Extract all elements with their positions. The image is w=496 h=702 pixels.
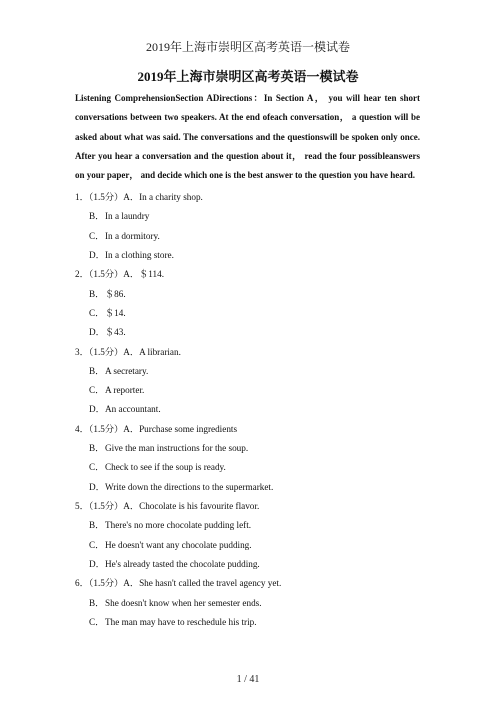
option-b [75,285,420,304]
option-a-text: A librarian. [139,346,181,357]
option-c [75,381,420,400]
option-label: D． [89,481,105,492]
option-d [75,246,420,265]
option-text: An accountant. [105,404,161,415]
option-text: ＄14. [105,307,126,318]
option-text: Write down the directions to the supermarket. [105,481,274,492]
question-prefix: 3．（1.5分）A． [75,346,140,357]
option-text: ＄86. [105,288,126,299]
option-c [75,458,420,477]
option-d [75,478,420,497]
question-prefix: 6．（1.5分）A． [75,578,140,589]
question-list [75,188,420,632]
option-label: C． [89,385,105,396]
option-c [75,304,420,323]
option-b [75,439,420,458]
option-text: In a laundry [105,211,150,222]
option-text: In a clothing store. [105,249,174,260]
option-b [75,516,420,535]
option-text: In a dormitory. [105,230,160,241]
option-a-text: Purchase some ingredients [139,423,238,434]
question-prefix: 5．（1.5分）A． [75,501,140,511]
option-text: A secretary. [105,365,149,376]
option-text: Give the man instructions for the soup. [105,443,249,454]
option-c [75,613,420,632]
question-2 [75,265,420,284]
question-prefix: 4．（1.5分）A． [75,423,140,434]
question-5 [75,497,420,516]
option-label: B． [89,520,105,531]
question-prefix: 2．（1.5分）A． [75,269,140,280]
option-b [75,207,420,226]
option-label: B． [89,365,105,376]
option-text: There's no more chocolate pudding left. [105,520,252,531]
option-b [75,594,420,613]
option-label: D． [89,558,105,569]
option-label: B． [89,443,105,454]
option-text: She doesn't know when her semester ends. [105,597,262,608]
option-label: D． [89,404,105,415]
option-d [75,400,420,419]
option-text: Check to see if the soup is ready. [105,462,226,473]
option-a-text: Chocolate is his favourite flavor. [139,501,260,511]
option-d [75,323,420,342]
page-number: 1 / 41 [236,674,260,685]
option-label: D． [89,249,105,260]
option-a-text: In a charity shop. [139,192,203,202]
option-label: B． [89,211,105,222]
question-6 [75,574,420,593]
question-3 [75,343,420,362]
option-label: C． [89,462,105,473]
option-d [75,555,420,574]
question-1 [75,188,420,207]
question-prefix: 1．（1.5分）A． [75,192,140,202]
option-text: The man may have to reschedule his trip. [105,616,257,627]
option-c [75,227,420,246]
document-title: 2019年上海市崇明区高考英语一模试卷 [137,69,359,84]
option-label: C． [89,307,105,318]
question-4 [75,420,420,439]
directions-paragraph: Listening ComprehensionSection ADirections：In Section A， you will hear ten short conversations between two speakers. At the end ofeach conversation， a question will be asked about what was said. The conversations and the questionswill be spoken only once. After you hear a conversation and the question about it， read the four possibleanswers on your paper， and decide which one is the best answer to the question you have heard. [75,93,420,181]
option-label: C． [89,539,105,550]
running-header: 2019年上海市崇明区高考英语一模试卷 [145,40,350,54]
option-a-text: ＄114. [139,269,164,280]
option-label: C． [89,616,105,627]
option-label: D． [89,327,105,338]
option-b [75,362,420,381]
option-a-text: She hasn't called the travel agency yet. [139,578,282,589]
option-text: A reporter. [105,385,145,396]
option-label: B． [89,597,105,608]
option-text: He's already tasted the chocolate pudding. [105,558,260,569]
option-label: C． [89,230,105,241]
option-text: ＄43. [105,327,126,338]
option-c [75,536,420,555]
option-text: He doesn't want any chocolate pudding. [105,539,252,550]
option-label: B． [89,288,105,299]
